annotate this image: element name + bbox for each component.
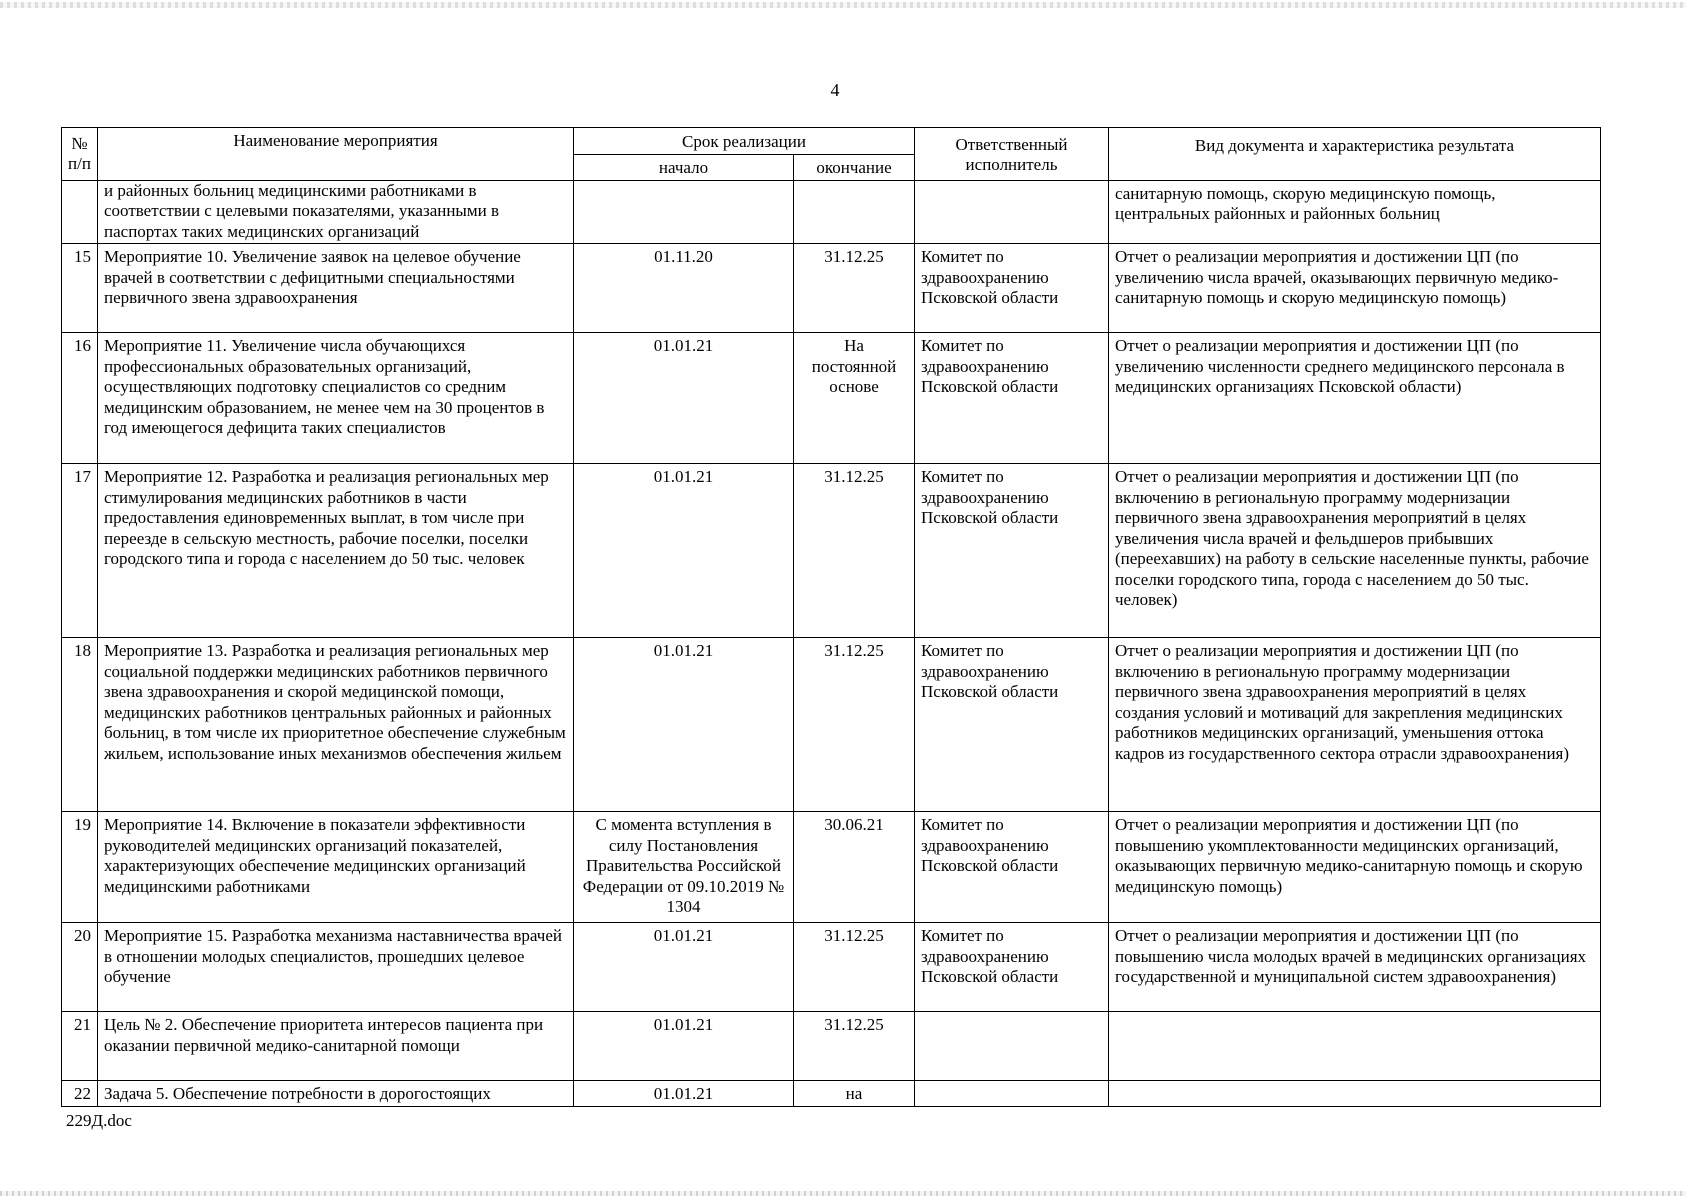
- row-num: 19: [62, 812, 98, 923]
- row-num: [62, 180, 98, 244]
- table-row: [62, 1012, 1601, 1081]
- header-end: [794, 155, 915, 181]
- row-result: санитарную помощь, скорую медицинскую помощь, центральных районных и районных больниц: [1109, 180, 1601, 244]
- table-row: [62, 244, 1601, 333]
- row-start: 01.01.21: [574, 1081, 794, 1107]
- row-responsible: [915, 1081, 1109, 1107]
- row-end: [794, 180, 915, 244]
- row-result: [1109, 1081, 1601, 1107]
- row-name: Мероприятие 10. Увеличение заявок на целевое обучение врачей в соответствии с дефицитными специальностями первичного звена здравоохранения: [98, 244, 574, 333]
- row-responsible: Комитет по здравоохранению Псковской области: [915, 333, 1109, 464]
- row-result: Отчет о реализации мероприятия и достижении ЦП (по увеличению числа врачей, оказывающих первичную медико-санитарную помощь и скорую медицинскую помощь): [1109, 244, 1601, 333]
- header-name-label: Наименование мероприятия: [233, 131, 438, 150]
- row-num: 15: [62, 244, 98, 333]
- table-row: [62, 464, 1601, 638]
- row-responsible: [915, 180, 1109, 244]
- row-name: Мероприятие 14. Включение в показатели эффективности руководителей медицинских организаций показателей, характеризующих обеспечение медицинских организаций медицинскими работниками: [98, 812, 574, 923]
- row-result: Отчет о реализации мероприятия и достижении ЦП (по включению в региональную программу модернизации первичного звена здравоохранения мероприятий в целях увеличения числа врачей и фельдшеров прибывших (переехавших) на работу в сельские населенные пункты, рабочие поселки городского типа, города с населением до 50 тыс. человек): [1109, 464, 1601, 638]
- row-start: 01.01.21: [574, 1012, 794, 1081]
- page-number: 4: [830, 80, 840, 100]
- row-name: Задача 5. Обеспечение потребности в дорогостоящих: [98, 1081, 574, 1107]
- row-responsible: Комитет по здравоохранению Псковской области: [915, 244, 1109, 333]
- row-end: На постоянной основе: [794, 333, 915, 464]
- row-end: 31.12.25: [794, 638, 915, 812]
- header-num: [62, 128, 98, 181]
- header-responsible: [915, 128, 1109, 181]
- row-end: 31.12.25: [794, 1012, 915, 1081]
- row-start: 01.01.21: [574, 333, 794, 464]
- row-name: Цель № 2. Обеспечение приоритета интересов пациента при оказании первичной медико-санитарной помощи: [98, 1012, 574, 1081]
- scan-edge-bottom: [0, 1191, 1686, 1196]
- row-end: 31.12.25: [794, 244, 915, 333]
- row-result: Отчет о реализации мероприятия и достижении ЦП (по повышению укомплектованности медицинских организаций, оказывающих первичную медико-санитарную помощь и скорую медицинскую помощь): [1109, 812, 1601, 923]
- table-row: [62, 180, 1601, 244]
- row-start: 01.11.20: [574, 244, 794, 333]
- header-term: [574, 128, 915, 155]
- row-start: 01.01.21: [574, 638, 794, 812]
- header-responsible-label: Ответственный исполнитель: [955, 134, 1068, 174]
- header-result: [1109, 128, 1601, 181]
- row-responsible: Комитет по здравоохранению Псковской области: [915, 638, 1109, 812]
- row-name: и районных больниц медицинскими работниками в соответствии с целевыми показателями, указанными в паспортах таких медицинских организаций: [98, 180, 574, 244]
- header-start: [574, 155, 794, 181]
- row-start: [574, 180, 794, 244]
- row-result: [1109, 1012, 1601, 1081]
- table-row: [62, 923, 1601, 1012]
- row-start: 01.01.21: [574, 464, 794, 638]
- row-num: 16: [62, 333, 98, 464]
- table-row: [62, 812, 1601, 923]
- table-row: [62, 638, 1601, 812]
- row-result: Отчет о реализации мероприятия и достижении ЦП (по увеличению численности среднего медицинского персонала в медицинских организациях Псковской области): [1109, 333, 1601, 464]
- row-num: 21: [62, 1012, 98, 1081]
- row-end: на: [794, 1081, 915, 1107]
- row-responsible: Комитет по здравоохранению Псковской области: [915, 464, 1109, 638]
- row-name: Мероприятие 13. Разработка и реализация региональных мер социальной поддержки медицинских работников первичного звена здравоохранения и скорой медицинской помощи, медицинских работников центральных районных и районных больниц, в том числе их приоритетное обеспечение служебным жильем, использование иных механизмов обеспечения жильем: [98, 638, 574, 812]
- row-name: Мероприятие 11. Увеличение числа обучающихся профессиональных образовательных организаций, осуществляющих подготовку специалистов со средним медицинским образованием, не менее чем на 30 процентов в год имеющегося дефицита таких специалистов: [98, 333, 574, 464]
- row-num: 17: [62, 464, 98, 638]
- row-start: 01.01.21: [574, 923, 794, 1012]
- header-result-label: Вид документа и характеристика результата: [1194, 136, 1515, 155]
- row-name: Мероприятие 15. Разработка механизма наставничества врачей в отношении молодых специалистов, прошедших целевое обучение: [98, 923, 574, 1012]
- row-name: Мероприятие 12. Разработка и реализация региональных мер стимулирования медицинских работников в части предоставления единовременных выплат, в том числе при переезде в сельскую местность, рабочие поселки, поселки городского типа и города с населением до 50 тыс. человек: [98, 464, 574, 638]
- row-num: 22: [62, 1081, 98, 1107]
- row-end: 30.06.21: [794, 812, 915, 923]
- row-responsible: Комитет по здравоохранению Псковской области: [915, 923, 1109, 1012]
- footer-filename: 229Д.doc: [66, 1111, 132, 1130]
- row-num: 20: [62, 923, 98, 1012]
- row-responsible: Комитет по здравоохранению Псковской области: [915, 812, 1109, 923]
- header-end-label: окончание: [816, 158, 892, 177]
- activities-table: [61, 127, 1601, 1107]
- scan-edge-top: [0, 2, 1686, 8]
- row-end: 31.12.25: [794, 464, 915, 638]
- header-num-label: № п/п: [68, 133, 91, 173]
- row-result: Отчет о реализации мероприятия и достижении ЦП (по повышению числа молодых врачей в медицинских организациях государственной и муниципальной систем здравоохранения): [1109, 923, 1601, 1012]
- row-num: 18: [62, 638, 98, 812]
- row-end: 31.12.25: [794, 923, 915, 1012]
- header-start-label: начало: [658, 158, 709, 177]
- table-row: [62, 333, 1601, 464]
- header-name: [98, 128, 574, 181]
- table-row: [62, 1081, 1601, 1107]
- row-start: С момента вступления в силу Постановления Правительства Российской Федерации от 09.10.2019 № 1304: [574, 812, 794, 923]
- row-result: Отчет о реализации мероприятия и достижении ЦП (по включению в региональную программу модернизации первичного звена здравоохранения мероприятий в целях создания условий и мотиваций для закрепления медицинских работников медицинских организаций, уменьшения оттока кадров из государственного сектора отрасли здравоохранения): [1109, 638, 1601, 812]
- header-term-label: Срок реализации: [682, 131, 806, 151]
- row-responsible: [915, 1012, 1109, 1081]
